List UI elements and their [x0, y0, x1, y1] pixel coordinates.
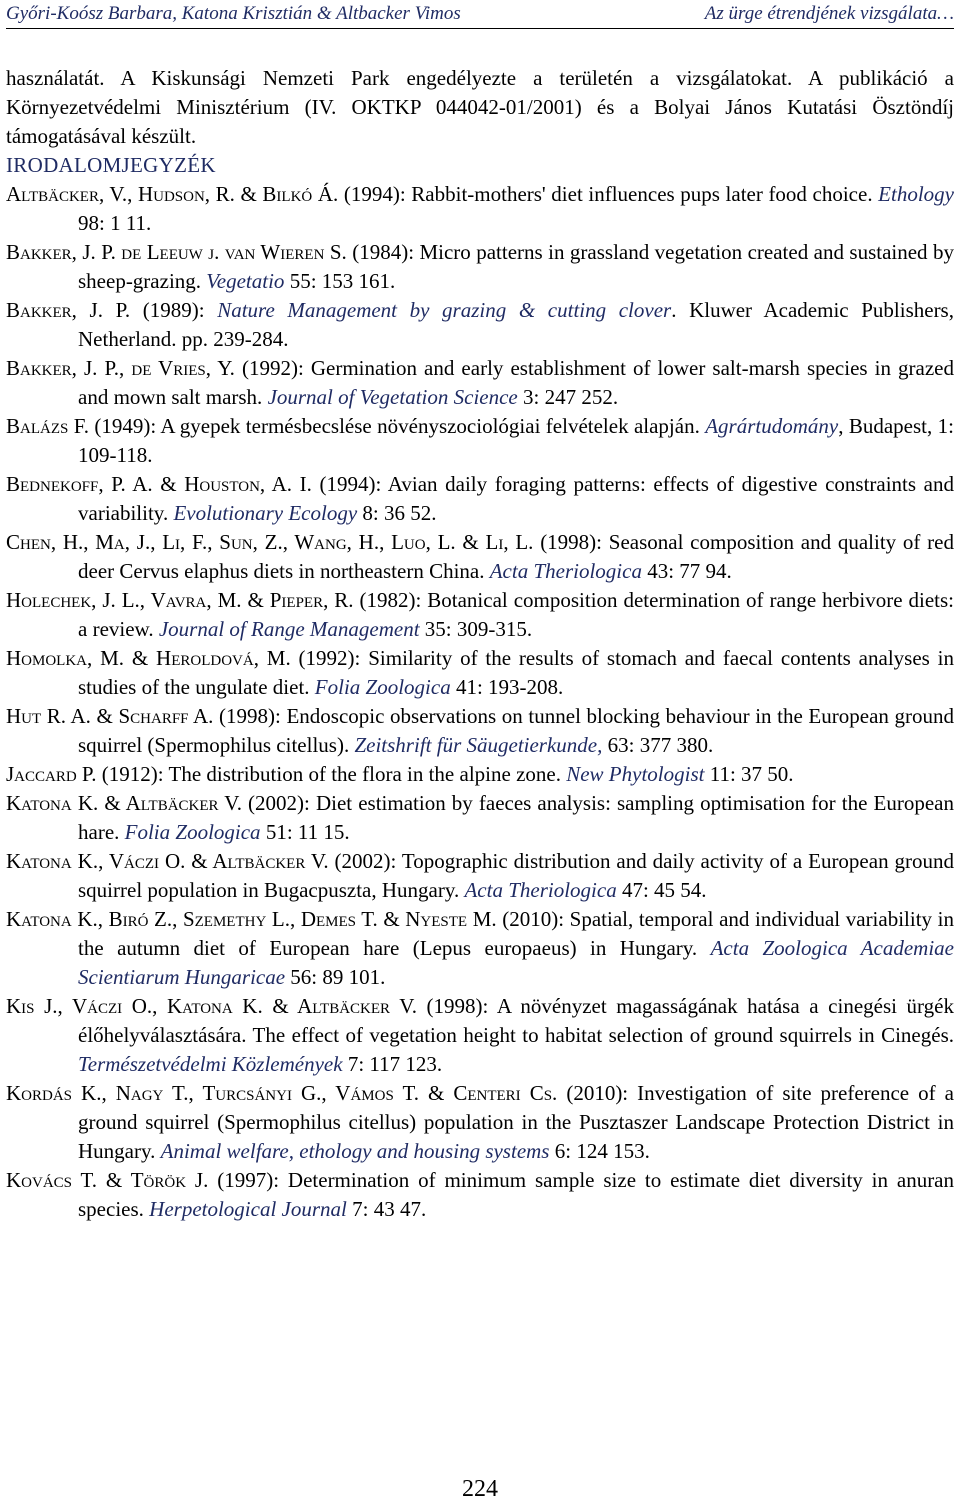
header-title: Az ürge étrendjének vizsgálata…	[704, 3, 954, 24]
reference-journal: Acta Theriologica	[489, 559, 642, 583]
page-number: 224	[462, 1476, 498, 1502]
reference-volume-pages: 7: 43 47.	[346, 1197, 427, 1221]
reference-entry	[6, 1166, 954, 1224]
reference-entry	[6, 905, 954, 992]
reference-authors: Jaccard P.	[6, 762, 97, 786]
reference-authors: Hut R. A. & Scharff A.	[6, 704, 214, 728]
reference-volume-pages: 41: 193-208.	[450, 675, 564, 699]
reference-entry	[6, 992, 954, 1079]
reference-volume-pages: . Kluwer Academic Publishers, Netherland. pp. 239-284.	[78, 298, 954, 351]
reference-body: (1994): Avian daily foraging patterns: effects of digestive constraints and variability.	[78, 472, 954, 525]
reference-journal: Journal of Range Management	[158, 617, 420, 641]
reference-entry	[6, 760, 954, 789]
reference-entry	[6, 789, 954, 847]
reference-authors: Altbäcker, V., Hudson, R. & Bilkó Á.	[6, 182, 339, 206]
reference-volume-pages: 98: 1 11.	[78, 211, 152, 235]
reference-authors: Kovács T. & Török J.	[6, 1168, 209, 1192]
reference-body: (1982): Botanical composition determination of range herbivore diets: a review.	[78, 588, 955, 641]
intro-paragraph: használatát. A Kiskunsági Nemzeti Park engedélyezte a területén a vizsgálatokat. A publikáció a Környezetvédelmi Minisztérium (IV. OKTKP 044042-01/2001) és a Bolyai János Kutatási Ösztöndíj támogatásával készült.	[6, 66, 954, 148]
reference-entry	[6, 238, 954, 296]
reference-body: (2010): Investigation of site preference of a ground squirrel (Spermophilus citellus) population in the Pusztaszer Landscape Protection District in Hungary.	[78, 1081, 954, 1163]
reference-body: (2002): Diet estimation by faeces analysis: sampling optimisation for the European hare.	[78, 791, 954, 844]
reference-body: (1998): Seasonal composition and quality of red deer Cervus elaphus diets in northeastern China.	[78, 530, 954, 583]
reference-entry	[6, 528, 954, 586]
reference-body: (1949): A gyepek termésbecslése növényszociológiai felvételek alapján.	[88, 414, 706, 438]
reference-authors: Bakker, J. P., de Vries, Y.	[6, 356, 235, 380]
reference-entry	[6, 702, 954, 760]
reference-journal: Animal welfare, ethology and housing systems	[160, 1139, 550, 1163]
reference-body: (2002): Topographic distribution and daily activity of a European ground squirrel population in Bugacpuszta, Hungary.	[78, 849, 954, 902]
reference-body: (1992): Similarity of the results of stomach and faecal contents analyses in studies of the ungulate diet.	[78, 646, 954, 699]
reference-body: (1912): The distribution of the flora in the alpine zone.	[96, 762, 567, 786]
page-content	[6, 64, 954, 1224]
reference-journal: Journal of Vegetation Science	[267, 385, 518, 409]
reference-authors: Kis J., Váczi O., Katona K. & Altbäcker V.	[6, 994, 417, 1018]
reference-journal: Evolutionary Ecology	[173, 501, 358, 525]
reference-body: (1998): Endoscopic observations on tunnel blocking behaviour in the European ground squirrel (Spermophilus citellus).	[78, 704, 954, 757]
reference-journal: Herpetological Journal	[149, 1197, 347, 1221]
reference-entry	[6, 644, 954, 702]
reference-entry	[6, 586, 954, 644]
reference-authors: Kordás K., Nagy T., Turcsányi G., Vámos T. & Centeri Cs.	[6, 1081, 558, 1105]
reference-volume-pages: 6: 124 153.	[549, 1139, 650, 1163]
reference-authors: Katona K. & Altbäcker V.	[6, 791, 242, 815]
reference-authors: Bakker, J. P.	[6, 298, 131, 322]
reference-journal: Vegetatio	[206, 269, 285, 293]
section-heading: IRODALOMJEGYZÉK	[6, 153, 216, 177]
reference-journal: Agrártudomány	[705, 414, 839, 438]
reference-volume-pages: 55: 153 161.	[284, 269, 396, 293]
reference-body: (1992): Germination and early establishment of lower salt-marsh species in grazed and mown salt marsh.	[78, 356, 954, 409]
reference-authors: Homolka, M. & Heroldová, M.	[6, 646, 291, 670]
reference-body: (1998): A növényzet magasságának hatása a cinegési ürgék élőhelyválasztására. The effect of vegetation height to habitat selection of ground squirrels in Cinegés.	[78, 994, 954, 1047]
reference-authors: Chen, H., Ma, J., Li, F., Sun, Z., Wang, H., Luo, L. & Li, L.	[6, 530, 534, 554]
reference-authors: Balázs F.	[6, 414, 89, 438]
reference-authors: Katona K., Biró Z., Szemethy L., Demes T. & Nyeste M.	[6, 907, 497, 931]
reference-entry	[6, 847, 954, 905]
reference-journal: New Phytologist	[566, 762, 705, 786]
reference-volume-pages: 8: 36 52.	[357, 501, 437, 525]
reference-volume-pages: 35: 309-315.	[419, 617, 533, 641]
reference-journal: Ethology	[878, 182, 954, 206]
reference-volume-pages: 11: 37 50.	[704, 762, 794, 786]
reference-volume-pages: 56: 89 101.	[285, 965, 386, 989]
reference-volume-pages: 47: 45 54.	[616, 878, 707, 902]
reference-body: (1984): Micro patterns in grassland vegetation created and sustained by sheep-grazing.	[78, 240, 954, 293]
header-authors: Győri-Koósz Barbara, Katona Krisztián & Altbacker Vimos	[6, 3, 461, 24]
running-header	[6, 0, 954, 29]
reference-volume-pages: 43: 77 94.	[641, 559, 732, 583]
reference-volume-pages: 63: 377 380.	[602, 733, 714, 757]
reference-body: (1997): Determination of minimum sample size to estimate diet diversity in anuran species.	[78, 1168, 955, 1221]
reference-journal: Zeitshrift für Säugetierkunde,	[354, 733, 603, 757]
reference-list	[6, 180, 954, 1224]
reference-body: (2010): Spatial, temporal and individual variability in the autumn diet of European hare (Lepus europaeus) in Hungary.	[78, 907, 954, 960]
reference-journal: Acta Zoologica Academiae Scientiarum Hungaricae	[78, 936, 954, 989]
reference-entry	[6, 296, 954, 354]
reference-body: (1989):	[130, 298, 218, 322]
reference-entry	[6, 180, 954, 238]
reference-authors: Holechek, J. L., Vavra, M. & Pieper, R.	[6, 588, 354, 612]
reference-volume-pages: , Budapest, 1: 109-118.	[78, 414, 954, 467]
reference-entry	[6, 1079, 954, 1166]
reference-entry	[6, 412, 954, 470]
reference-volume-pages: 3: 247 252.	[517, 385, 619, 409]
reference-journal: Folia Zoologica	[124, 820, 261, 844]
reference-body: (1994): Rabbit-mothers' diet influences pups later food choice.	[338, 182, 879, 206]
reference-authors: Bakker, J. P. de Leeuw j. van Wieren S.	[6, 240, 347, 264]
reference-authors: Bednekoff, P. A. & Houston, A. I.	[6, 472, 312, 496]
reference-volume-pages: 7: 117 123.	[342, 1052, 443, 1076]
reference-volume-pages: 51: 11 15.	[260, 820, 350, 844]
reference-journal: Nature Management by grazing & cutting clover	[217, 298, 672, 322]
reference-entry	[6, 470, 954, 528]
reference-journal: Természetvédelmi Közlemények	[78, 1052, 343, 1076]
reference-entry	[6, 354, 954, 412]
reference-journal: Acta Theriologica	[464, 878, 617, 902]
reference-authors: Katona K., Váczi O. & Altbäcker V.	[6, 849, 329, 873]
reference-journal: Folia Zoologica	[314, 675, 451, 699]
